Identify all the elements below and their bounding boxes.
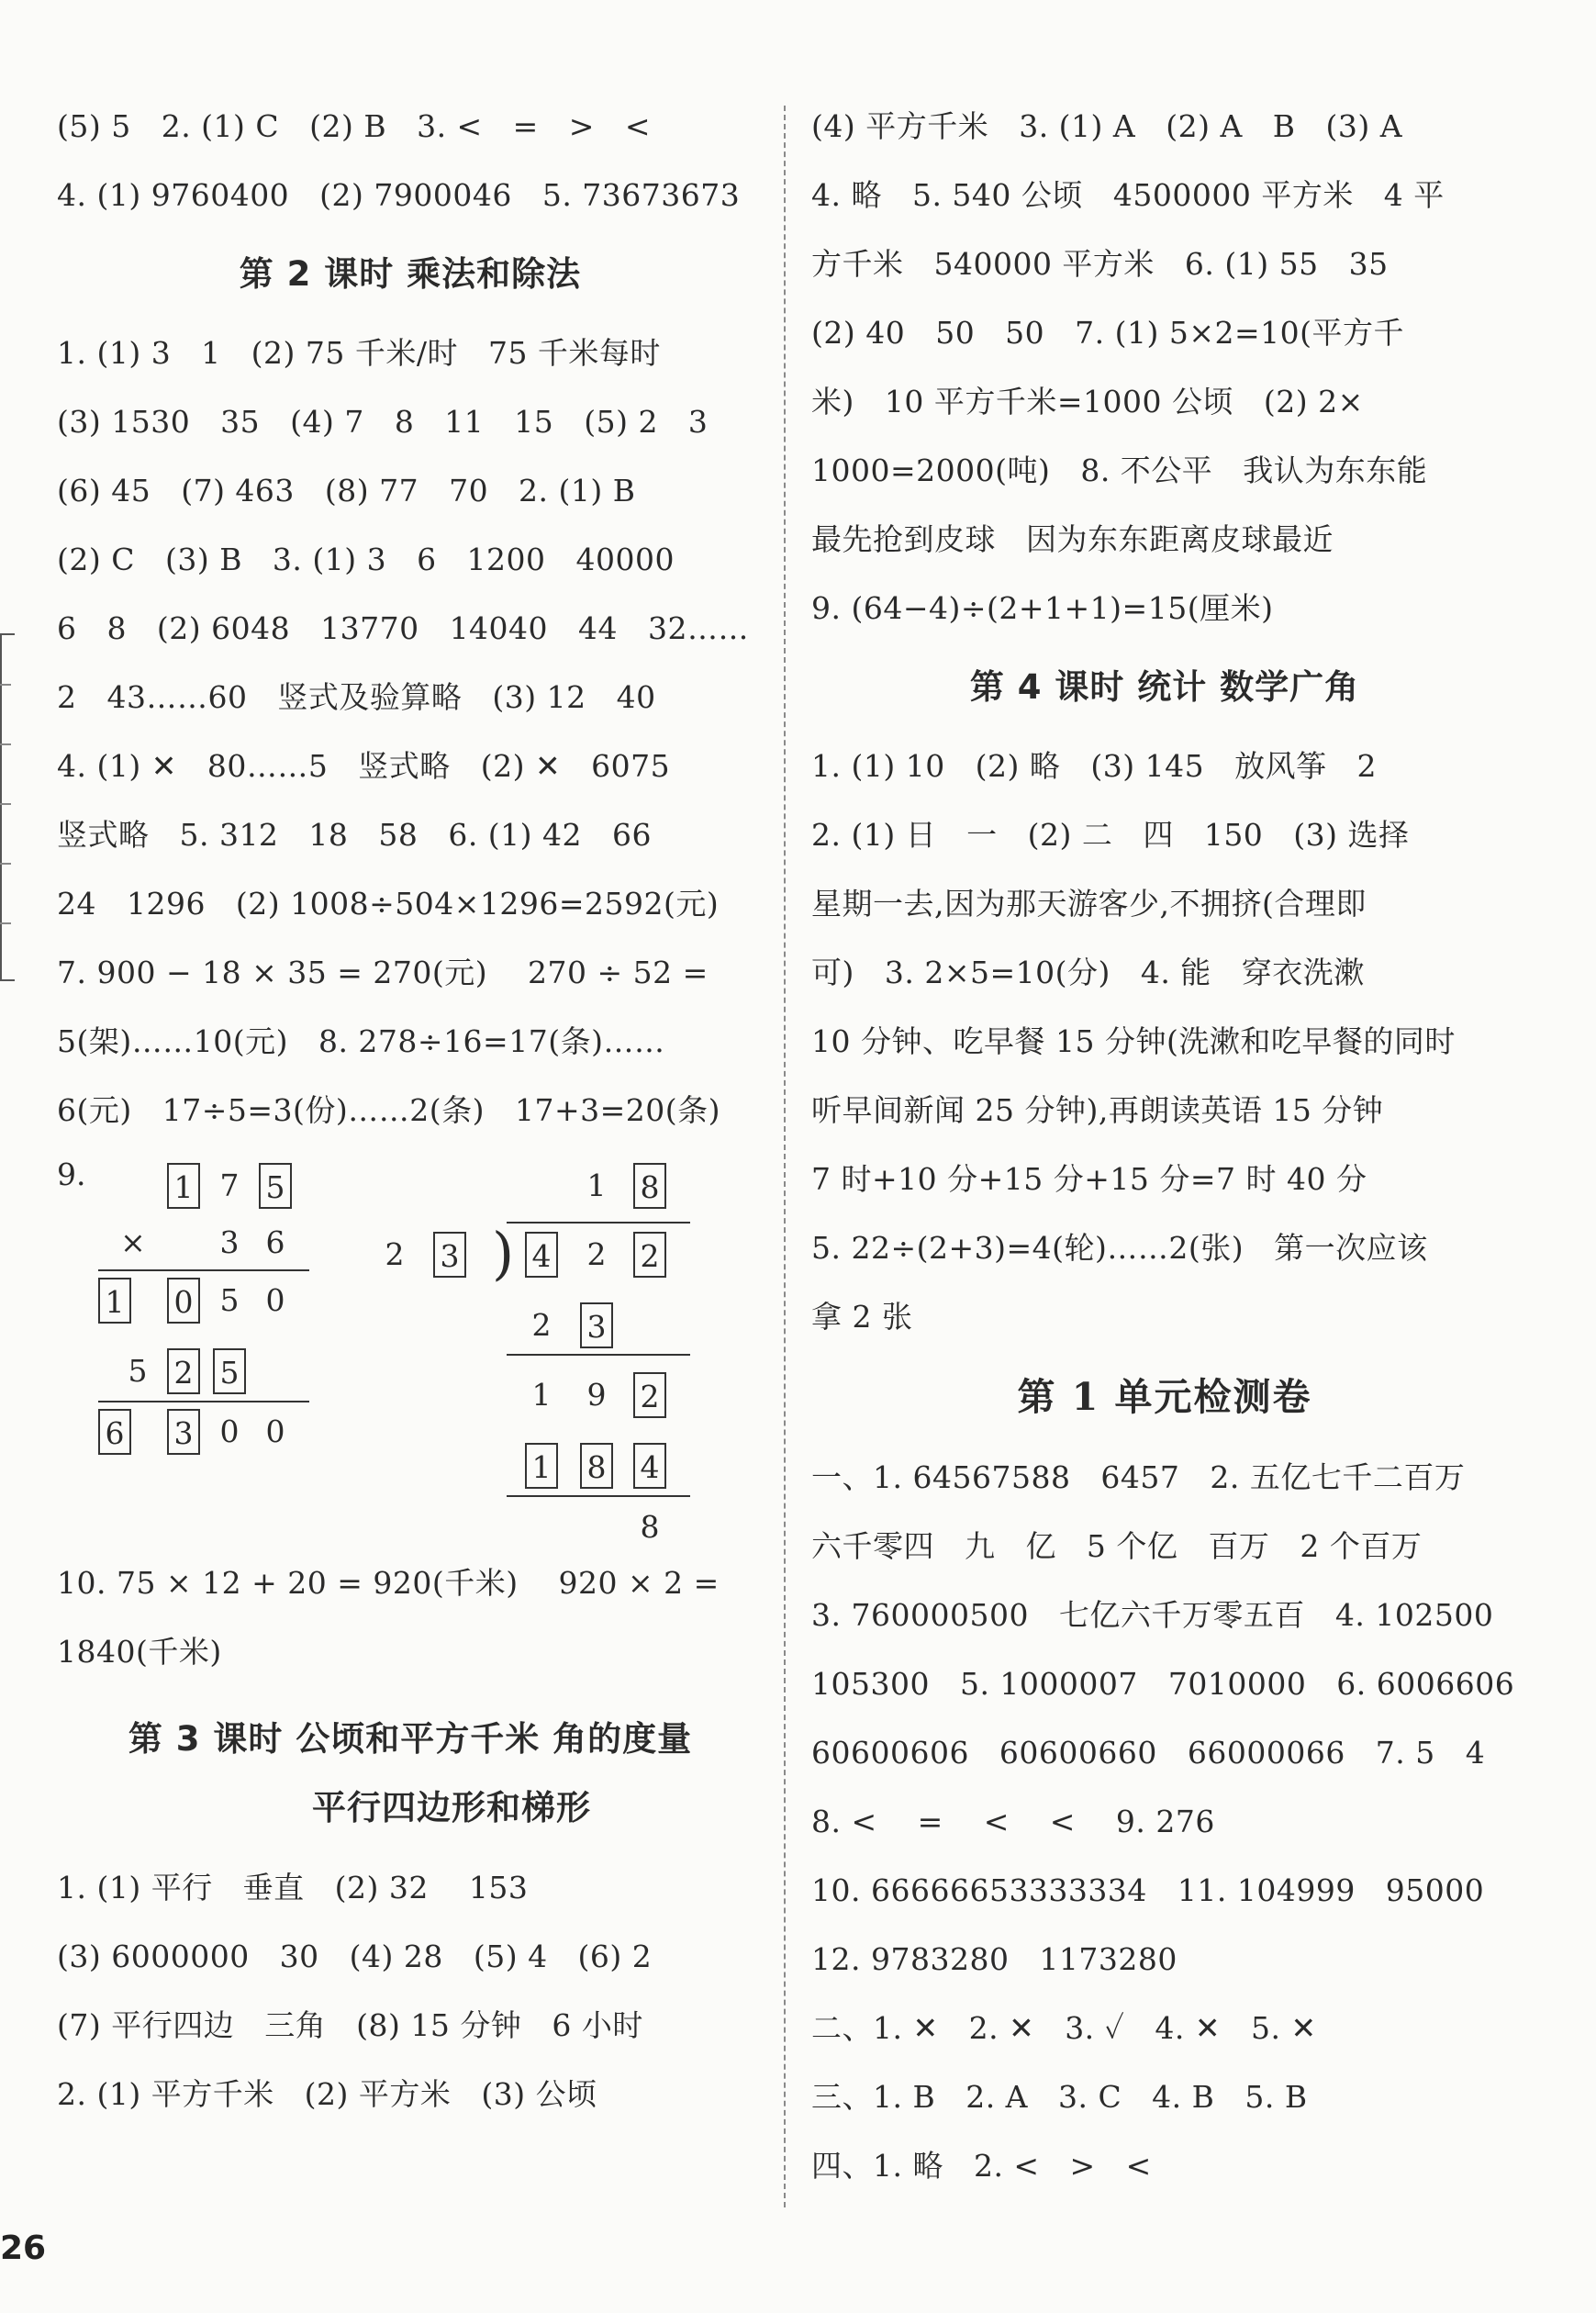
digit-box: 1 — [167, 1163, 200, 1209]
answer-line: 6(元) 17÷5=3(份)……2(条) 17+3=20(条) — [57, 1092, 720, 1128]
section-heading-lesson3: 第 3 课时 公顷和平方千米 角的度量 — [128, 1719, 693, 1759]
page-number: 26 — [0, 2229, 47, 2267]
answer-line: 星期一去,因为那天游客少,不拥挤(合理即 — [811, 886, 1367, 922]
digit: 3 — [219, 1224, 240, 1260]
section-heading-lesson2: 第 2 课时 乘法和除法 — [239, 254, 582, 294]
answer-line: 听早间新闻 25 分钟),再朗读英语 15 分钟 — [811, 1092, 1384, 1128]
division-bracket: ) — [492, 1220, 515, 1287]
answer-line: (5) 5 2. (1) C (2) B 3. < = > < — [57, 108, 652, 144]
answer-line: 最先抢到皮球 因为东东距离皮球最近 — [811, 521, 1334, 557]
digit: 9 — [586, 1377, 607, 1413]
answer-line: 四、1. 略 2. < > < — [811, 2148, 1152, 2184]
answer-line: 24 1296 (2) 1008÷504×1296=2592(元) — [57, 886, 720, 922]
answer-line: 二、1. ✕ 2. ✕ 3. ✓ 4. ✕ 5. ✕ — [811, 2010, 1317, 2046]
binding-tick — [0, 803, 11, 805]
division-bar — [507, 1222, 690, 1224]
calc-rule — [98, 1401, 309, 1402]
digit-box: 8 — [633, 1163, 666, 1209]
left-column — [57, 92, 764, 2129]
digit: 0 — [265, 1414, 285, 1449]
answer-line: 可) 3. 2×5=10(分) 4. 能 穿衣洗漱 — [811, 955, 1365, 990]
answer-line: 6 8 (2) 6048 13770 14040 44 32…… — [57, 610, 749, 646]
answer-line: 105300 5. 1000007 7010000 6. 6006606 — [811, 1666, 1515, 1702]
answer-line: (4) 平方千米 3. (1) A (2) A B (3) A — [811, 108, 1403, 144]
answer-line: 一、1. 64567588 6457 2. 五亿七千二百万 — [811, 1459, 1466, 1495]
answer-line: (2) C (3) B 3. (1) 3 6 1200 40000 — [57, 542, 675, 577]
digit-box: 1 — [525, 1443, 558, 1489]
question-number: 9. — [57, 1156, 86, 1192]
answer-line: 三、1. B 2. A 3. C 4. B 5. B — [811, 2079, 1308, 2115]
digit: 6 — [265, 1224, 285, 1260]
digit-box: 1 — [98, 1278, 131, 1324]
answer-line: (2) 40 50 50 7. (1) 5×2=10(平方千 — [811, 315, 1404, 351]
answer-line: (6) 45 (7) 463 (8) 77 70 2. (1) B — [57, 473, 636, 508]
binding-tick — [0, 922, 11, 924]
digit: 2 — [385, 1236, 405, 1272]
section-heading-unit-test: 第 1 单元检测卷 — [1017, 1375, 1312, 1419]
digit-box: 2 — [167, 1348, 200, 1394]
answer-line: 1. (1) 10 (2) 略 (3) 145 放风筝 2 — [811, 748, 1378, 784]
calc-rule — [507, 1354, 690, 1356]
digit-box: 3 — [580, 1302, 613, 1348]
answer-line: 米) 10 平方千米=1000 公顷 (2) 2× — [811, 384, 1364, 419]
answer-line: 9. (64−4)÷(2+1+1)=15(厘米) — [811, 590, 1274, 626]
digit: 5 — [219, 1282, 240, 1318]
digit-box: 4 — [525, 1232, 558, 1278]
digit: 2 — [531, 1307, 552, 1343]
answer-line: 10 分钟、吃早餐 15 分钟(洗漱和吃早餐的同时 — [811, 1023, 1456, 1059]
digit-box: 6 — [98, 1409, 131, 1455]
answer-line: 5. 22÷(2+3)=4(轮)……2(张) 第一次应该 — [811, 1230, 1428, 1266]
digit: 0 — [265, 1282, 285, 1318]
answer-line: 3. 760000500 七亿六千万零五百 4. 102500 — [811, 1597, 1494, 1633]
right-column — [811, 92, 1518, 2200]
digit-box: 8 — [580, 1443, 613, 1489]
answer-line: 竖式略 5. 312 18 58 6. (1) 42 66 — [57, 817, 652, 853]
answer-line: 拿 2 张 — [811, 1299, 913, 1335]
answer-line: 1. (1) 平行 垂直 (2) 32 153 — [57, 1870, 529, 1905]
answer-line: (3) 6000000 30 (4) 28 (5) 4 (6) 2 — [57, 1939, 653, 1974]
answer-line: 4. (1) ✕ 80……5 竖式略 (2) ✕ 6075 — [57, 748, 671, 784]
answer-line: 5(架)……10(元) 8. 278÷16=17(条)…… — [57, 1023, 665, 1059]
answer-line: 2. (1) 日 一 (2) 二 四 150 (3) 选择 — [811, 817, 1410, 853]
section-heading-lesson3-line2: 平行四边形和梯形 — [312, 1788, 591, 1827]
digit-box: 5 — [259, 1163, 292, 1209]
answer-line: 2. (1) 平方千米 (2) 平方米 (3) 公顷 — [57, 2076, 597, 2112]
answer-line: 4. 略 5. 540 公顷 4500000 平方米 4 平 — [811, 177, 1445, 213]
vertical-calculations — [57, 1145, 764, 1548]
digit: 5 — [128, 1353, 148, 1389]
digit-box: 5 — [213, 1348, 246, 1394]
remainder-digit: 8 — [640, 1509, 660, 1545]
binding-tick — [0, 743, 11, 745]
answer-line: 4. (1) 9760400 (2) 7900046 5. 73673673 — [57, 177, 741, 213]
digit: 7 — [219, 1168, 240, 1203]
answer-line: 60600606 60600660 66000066 7. 5 4 — [811, 1735, 1486, 1771]
digit-box: 3 — [433, 1232, 466, 1278]
digit-box: 2 — [633, 1372, 666, 1418]
answer-line: (7) 平行四边 三角 (8) 15 分钟 6 小时 — [57, 2007, 643, 2043]
digit: 1 — [586, 1168, 607, 1203]
answer-line: 7 时+10 分+15 分+15 分=7 时 40 分 — [811, 1161, 1367, 1197]
section-heading-lesson4: 第 4 课时 统计 数学广角 — [969, 667, 1360, 707]
answer-line: 7. 900 − 18 × 35 = 270(元) 270 ÷ 52 = — [57, 955, 709, 990]
calc-rule — [507, 1495, 690, 1497]
answer-line: 2 43……60 竖式及验算略 (3) 12 40 — [57, 679, 656, 715]
digit-box: 2 — [633, 1232, 666, 1278]
answer-line: 1000=2000(吨) 8. 不公平 我认为东东能 — [811, 453, 1428, 488]
answer-line: 8. < = < < 9. 276 — [811, 1804, 1215, 1839]
multiply-sign: × — [120, 1224, 146, 1260]
digit: 2 — [586, 1236, 607, 1272]
digit-box: 4 — [633, 1443, 666, 1489]
answer-line: 1. (1) 3 1 (2) 75 千米/时 75 千米每时 — [57, 335, 661, 371]
digit-box: 3 — [167, 1409, 200, 1455]
answer-line: 方千米 540000 平方米 6. (1) 55 35 — [811, 246, 1389, 282]
calc-rule — [98, 1269, 309, 1271]
answer-line: 六千零四 九 亿 5 个亿 百万 2 个百万 — [811, 1528, 1423, 1564]
digit: 1 — [531, 1377, 552, 1413]
answer-line: 12. 9783280 1173280 — [811, 1941, 1177, 1977]
digit: 0 — [219, 1414, 240, 1449]
binding-tick — [0, 684, 11, 686]
answer-line: (3) 1530 35 (4) 7 8 11 15 (5) 2 3 — [57, 404, 709, 440]
digit-box: 0 — [167, 1278, 200, 1324]
answer-line: 10. 66666653333334 11. 104999 95000 — [811, 1872, 1485, 1908]
answer-line: 10. 75 × 12 + 20 = 920(千米) 920 × 2 = — [57, 1565, 720, 1601]
answer-line: 1840(千米) — [57, 1634, 222, 1670]
column-divider — [784, 106, 786, 2207]
binding-tick — [0, 863, 11, 865]
